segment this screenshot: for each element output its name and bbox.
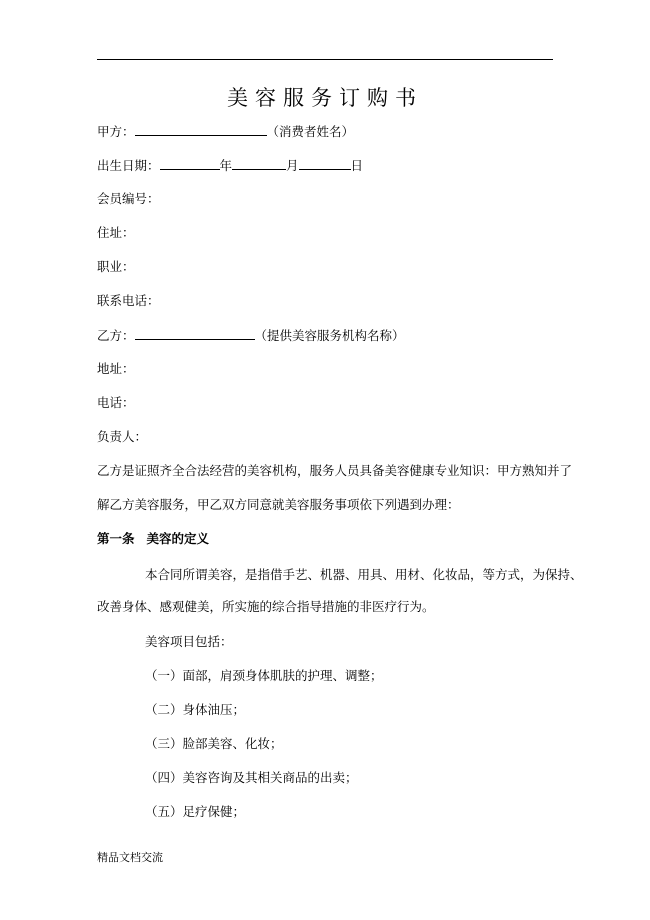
address-label: 地址：: [97, 361, 135, 376]
article-1-para-line-2: 改善身体、感观健美，所实施的综合指导措施的非医疗行为。: [97, 599, 435, 614]
party-a-note: （消费者姓名）: [266, 124, 355, 139]
party-a-name-blank[interactable]: [135, 122, 267, 136]
footer-watermark: 精品文档交流: [97, 851, 163, 864]
party-b-label: 乙方：: [97, 328, 135, 343]
party-b-name-blank[interactable]: [135, 326, 255, 340]
birth-date-line: [97, 156, 363, 175]
person-in-charge-label: 负责人：: [97, 429, 148, 444]
party-a-line: [97, 122, 354, 141]
article-1-number: 第一条: [97, 531, 135, 546]
birth-day-label: 日: [350, 158, 364, 173]
list-item-1: （一）面部，肩颈身体肌肤的护理、调整；: [145, 668, 383, 683]
intro-paragraph-line-1: 乙方是证照齐全合法经营的美容机构，服务人员具备美容健康专业知识：甲方熟知并了: [97, 463, 573, 478]
items-intro: 美容项目包括：: [145, 634, 233, 649]
birth-day-blank[interactable]: [299, 156, 351, 170]
article-1-heading: [97, 530, 209, 548]
list-item-2: （二）身体油压；: [145, 702, 246, 717]
document-title: 美容服务订购书: [227, 86, 423, 110]
occupation-label: 职业：: [97, 259, 135, 274]
party-b-note: （提供美容服务机构名称）: [254, 328, 405, 343]
birth-month-label: 月: [286, 158, 299, 173]
member-number-label: 会员编号：: [97, 191, 160, 206]
birth-month-blank[interactable]: [232, 156, 286, 170]
list-item-4: （四）美容咨询及其相关商品的出卖；: [145, 770, 358, 785]
residence-label: 住址：: [97, 225, 135, 240]
list-item-5: （五）足疗保健；: [145, 804, 246, 819]
birth-date-label: 出生日期：: [97, 158, 160, 173]
article-1-title: 美容的定义: [146, 531, 210, 546]
birth-year-blank[interactable]: [160, 156, 220, 170]
contact-phone-label: 联系电话：: [97, 293, 160, 308]
birth-year-label: 年: [219, 158, 233, 173]
party-b-line: [97, 326, 405, 345]
intro-paragraph-line-2: 解乙方美容服务，甲乙双方同意就美容服务事项依下列遇到办理：: [97, 497, 460, 512]
party-a-label: 甲方：: [97, 124, 135, 139]
list-item-3: （三）脸部美容、化妆；: [145, 736, 283, 751]
header-rule: [97, 59, 553, 60]
phone-label: 电话：: [97, 395, 135, 410]
article-1-para-line-1: 本合同所谓美容，是指借手艺、机器、用具、用材、化妆品，等方式，为保持、: [145, 567, 583, 582]
